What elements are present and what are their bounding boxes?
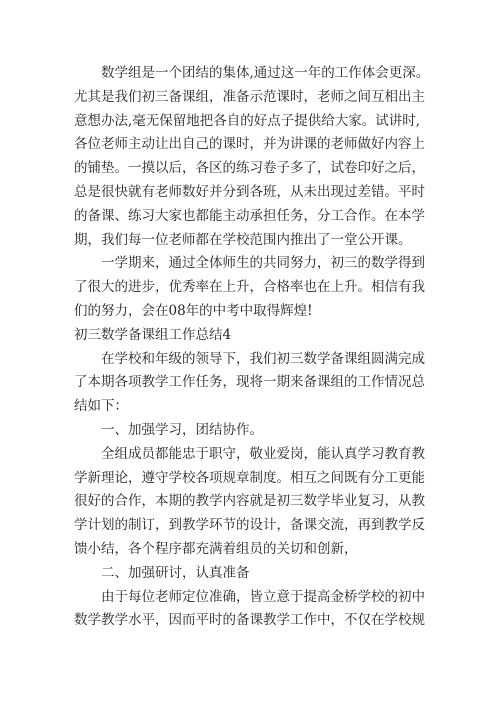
text-line: 结如下： bbox=[74, 398, 128, 415]
text-line: 尤其是我们初三备课组，准备示范课时，老师之间互相出主 bbox=[74, 88, 425, 105]
text-line: 各位老师主动让出自己的课时，并为讲课的老师做好内容上 bbox=[74, 136, 425, 153]
text-line: 的铺垫。一摸以后，各区的练习卷子多了，试卷印好之后， bbox=[74, 160, 425, 177]
text-line: 了很大的进步，优秀率在上升，合格率也在上升。相信有我 bbox=[74, 279, 425, 296]
text-line: 意想办法,毫无保留地把各自的好点子提供给大家。试讲时, bbox=[74, 112, 421, 129]
text-line: 全组成员都能忠于职守，敬业爱岗，能认真学习教育教 bbox=[101, 445, 425, 462]
text-line: 很好的合作，本期的教学内容就是初三数学毕业复习，从教 bbox=[74, 493, 425, 510]
text-line: 学新理论，遵守学校各项规章制度。相互之间既有分工更能 bbox=[74, 469, 425, 486]
text-line: 期，我们每一位老师都在学校范围内推出了一堂公开课。 bbox=[74, 231, 412, 248]
text-line: 学计划的制订，到教学环节的设计，备课交流，再到教学反 bbox=[74, 517, 425, 534]
subsection-heading: 一、加强学习，团结协作。 bbox=[101, 421, 263, 438]
text-line: 了本期各项教学工作任务，现将一期来备课组的工作情况总 bbox=[74, 374, 425, 391]
text-line: 数学组是一个团结的集体,通过这一年的工作体会更深。 bbox=[101, 65, 430, 81]
text-line: 数学教学水平，因而平时的备课教学工作中，不仅在学校规 bbox=[74, 612, 425, 629]
text-line: 的备课、练习大家也都能主动承担任务，分工合作。在本学 bbox=[74, 207, 425, 224]
text-line: 馈小结，各个程序都充满着组员的关切和创新， bbox=[74, 540, 358, 557]
text-line: 在学校和年级的领导下，我们初三数学备课组圆满完成 bbox=[101, 350, 425, 367]
text-line: 由于每位老师定位准确，皆立意于提高金桥学校的初中 bbox=[101, 588, 425, 605]
text-line: 总是很快就有老师数好并分到各班，从未出现过差错。平时 bbox=[74, 183, 425, 200]
document-body bbox=[74, 62, 442, 633]
subsection-heading: 二、加强研讨，认真准备 bbox=[101, 564, 250, 581]
text-line: 一学期来，通过全体师生的共同努力，初三的数学得到 bbox=[101, 255, 425, 272]
section-heading: 初三数学备课组工作总结4 bbox=[74, 326, 232, 343]
text-line: 们的努力，会在08年的中考中取得辉煌! bbox=[74, 302, 313, 319]
